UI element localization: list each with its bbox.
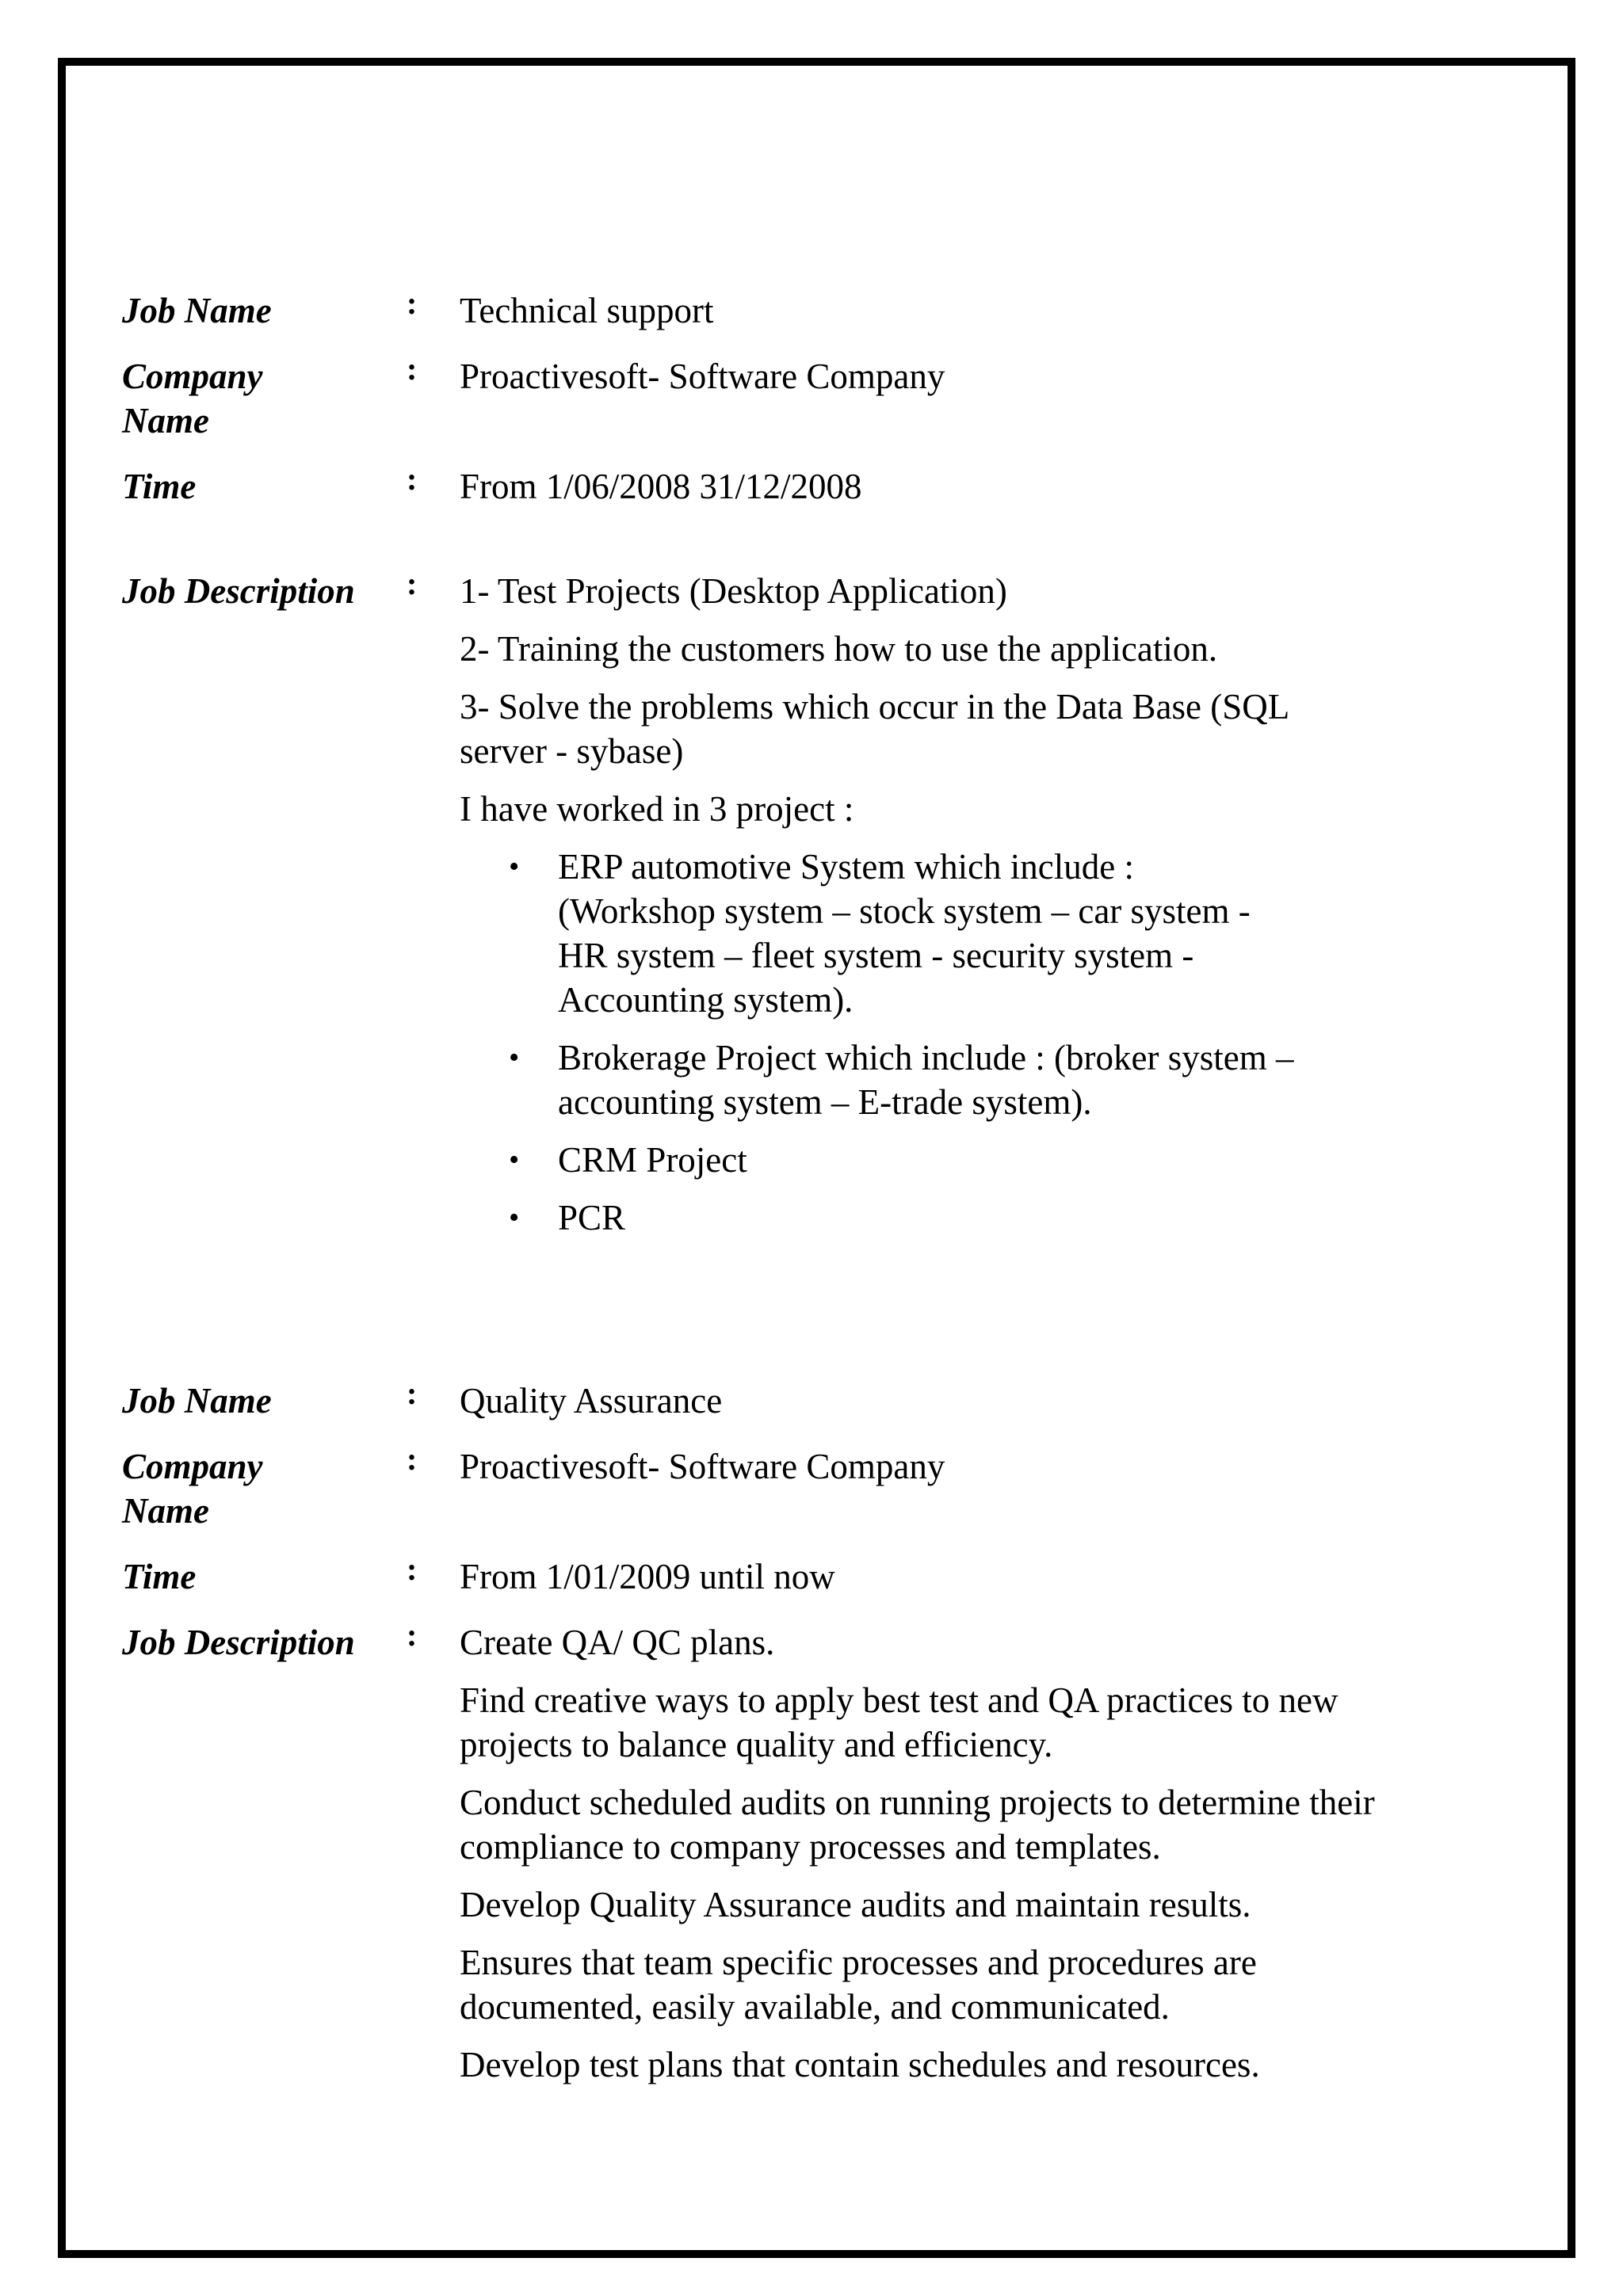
project-text: PCR <box>558 1198 626 1238</box>
description-line: Create QA/ QC plans. <box>460 1623 775 1662</box>
job1-company-value: Proactivesoft- Software Company <box>460 357 945 396</box>
project-text: ERP automotive System which include : (Workshop system – stock system – car system - HR system – fleet system - security system - Accounting system). <box>558 847 1251 1020</box>
description-line: I have worked in 3 project : <box>460 789 854 829</box>
company-name-label: Company Name <box>122 1447 263 1531</box>
colon: : <box>407 566 418 601</box>
job-description-label: Job Description <box>122 1623 355 1662</box>
job-name-label: Job Name <box>122 1381 272 1421</box>
colon: : <box>407 285 418 321</box>
description-line: Develop test plans that contain schedules and resources. <box>460 2045 1260 2084</box>
job2-company-value: Proactivesoft- Software Company <box>460 1447 945 1486</box>
job-description-label: Job Description <box>122 571 355 611</box>
bullet-icon: • <box>509 1201 520 1234</box>
description-line: 3- Solve the problems which occur in the Data Base (SQL server - sybase) <box>460 687 1289 771</box>
job1-name-value: Technical support <box>460 291 714 330</box>
job2-time-value: From 1/01/2009 until now <box>460 1557 835 1596</box>
description-line: 2- Training the customers how to use the application. <box>460 629 1218 669</box>
list-item <box>460 1138 1300 1182</box>
job2-description <box>460 1620 1379 2100</box>
time-label: Time <box>122 467 197 506</box>
description-line: 1- Test Projects (Desktop Application) <box>460 571 1007 611</box>
bullet-icon: • <box>509 850 520 883</box>
time-label: Time <box>122 1557 197 1596</box>
description-line: Find creative ways to apply best test and QA practices to new projects to balance quality and efficiency. <box>460 1680 1338 1764</box>
colon: : <box>407 461 418 497</box>
job-name-label: Job Name <box>122 291 272 330</box>
job1-time-value: From 1/06/2008 31/12/2008 <box>460 467 862 506</box>
colon: : <box>407 1441 418 1477</box>
job1-description <box>460 569 1300 1253</box>
project-text: Brokerage Project which include : (broker system – accounting system – E-trade system). <box>558 1038 1294 1122</box>
colon: : <box>407 1375 418 1411</box>
bullet-icon: • <box>509 1143 520 1177</box>
project-list <box>460 845 1300 1240</box>
colon: : <box>407 351 418 387</box>
job2-name-value: Quality Assurance <box>460 1381 723 1421</box>
bullet-icon: • <box>509 1041 520 1074</box>
list-item <box>460 1035 1300 1124</box>
colon: : <box>407 1617 418 1653</box>
colon: : <box>407 1551 418 1587</box>
description-line: Ensures that team specific processes and procedures are documented, easily available, and communicated. <box>460 1943 1257 2027</box>
company-name-label: Company Name <box>122 357 263 441</box>
list-item <box>460 1196 1300 1240</box>
project-text: CRM Project <box>558 1140 747 1180</box>
list-item <box>460 845 1300 1022</box>
description-line: Develop Quality Assurance audits and maintain results. <box>460 1885 1251 1924</box>
description-line: Conduct scheduled audits on running projects to determine their compliance to company processes and templates. <box>460 1783 1375 1867</box>
